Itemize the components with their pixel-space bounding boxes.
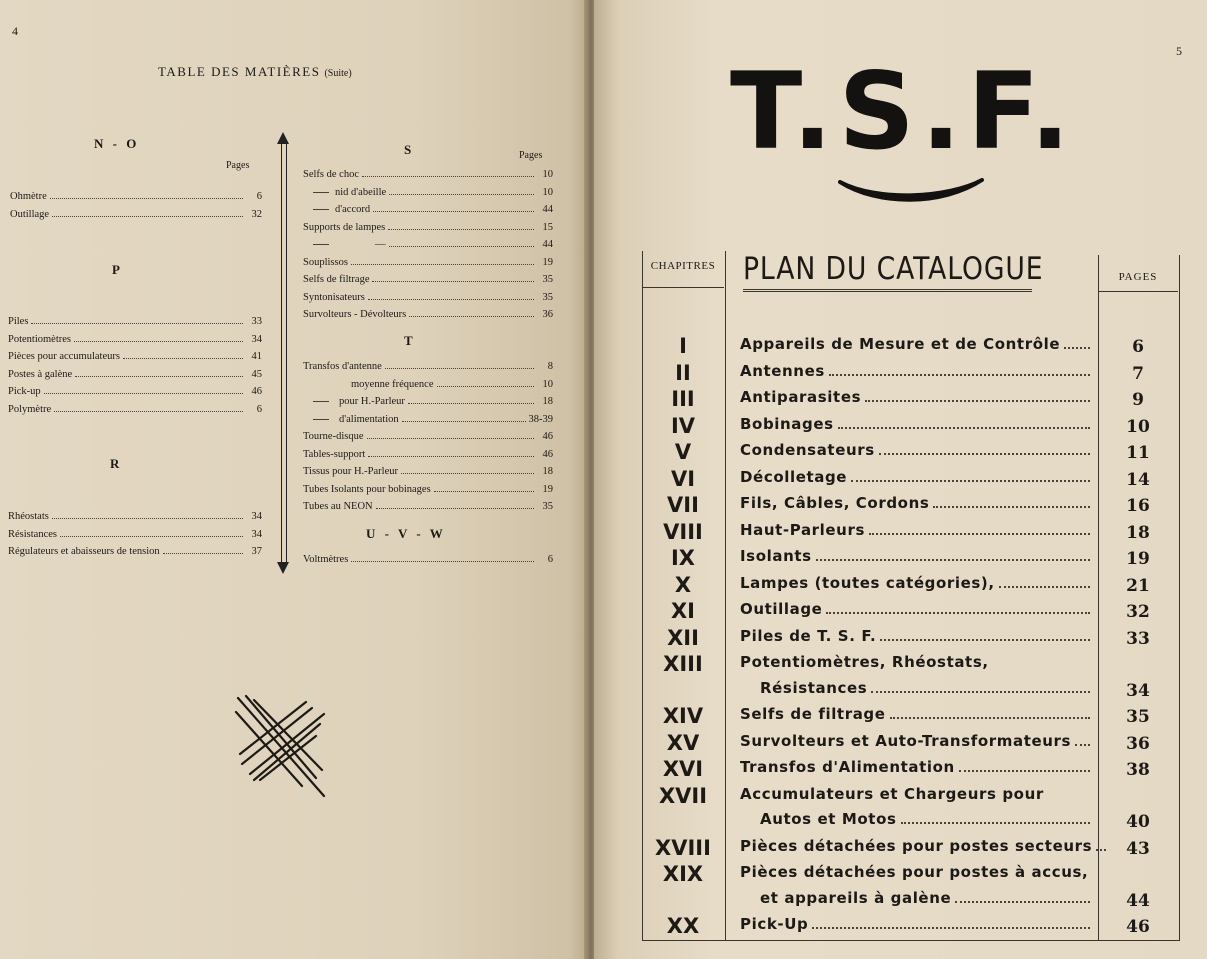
toc-entry: Ohmètre 6: [10, 191, 262, 202]
chapter-page: 14: [1126, 469, 1150, 490]
toc-entry: Tissus pour H.-Parleur 18: [303, 466, 553, 477]
section-heading-t: T: [404, 333, 416, 348]
toc-entry: Pièces pour accumulateurs 41: [8, 351, 262, 362]
chapter-number: XII: [667, 625, 699, 650]
chapter-page: 6: [1132, 337, 1144, 357]
toc-entry: Tubes au NEON 35: [303, 501, 553, 512]
chapter-number: XVII: [658, 783, 708, 808]
chapter-title: Fils, Câbles, Cordons: [740, 491, 1092, 517]
toc-list-t: [303, 358, 553, 516]
toc-entry: Pick-up 46: [8, 386, 262, 397]
left-page: [0, 0, 588, 959]
chapter-page: 18: [1126, 522, 1150, 543]
toc-entry: nid d'abeille 10: [303, 184, 553, 202]
chapter-page: 33: [1126, 628, 1150, 649]
chapter-title: Transfos d'Alimentation: [740, 755, 1092, 781]
chapter-number: XX: [666, 914, 700, 938]
toc-entry: Souplissos 19: [303, 256, 553, 268]
toc-title-suffix: (Suite): [324, 68, 352, 79]
chapter-number: XIV: [662, 704, 704, 728]
toc-entry: Selfs de filtrage 35: [303, 274, 553, 285]
chapter-title: Outillage: [740, 597, 1092, 623]
toc-list-uvw: [303, 551, 553, 569]
toc-title: [158, 64, 352, 80]
chapter-number: II: [675, 360, 691, 385]
arrow-down-icon: [277, 562, 289, 574]
catalogue-plan: [636, 245, 1182, 945]
chapter-number: V: [674, 440, 692, 464]
toc-title-text: TABLE DES MATIÈRES: [158, 64, 321, 79]
chapter-page: 21: [1126, 575, 1150, 596]
chapter-number: X: [674, 572, 692, 597]
chapters-header-rule: [642, 287, 724, 288]
section-heading-uvw: U - V - W: [366, 526, 446, 541]
chapter-title: Pièces détachées pour postes secteurs: [740, 834, 1092, 860]
chapter-number: XVIII: [655, 835, 711, 860]
chapter-page: 32: [1126, 602, 1150, 622]
chapter-page: 43: [1126, 838, 1150, 859]
toc-entry: Potentiomètres 34: [8, 333, 262, 345]
section-heading-no: N - O: [94, 136, 140, 151]
toc-entry: Polymètre 6: [8, 403, 262, 415]
toc-entry: Piles 33: [8, 316, 262, 327]
chapter-page: 46: [1126, 917, 1150, 937]
vertical-divider: [281, 142, 287, 566]
chapter-title: Condensateurs: [740, 438, 1092, 464]
chapter-page: 19: [1126, 549, 1150, 569]
chapter-page: 36: [1126, 733, 1150, 754]
toc-entry: — 44: [303, 236, 553, 254]
chapter-title: Antennes: [740, 359, 1092, 385]
chapter-number: XIX: [662, 862, 704, 886]
toc-entry: pour H.-Parleur 18: [303, 393, 553, 411]
chapter-page: 16: [1126, 496, 1150, 516]
chapter-page: 34: [1126, 680, 1150, 701]
chapter-title: Piles de T. S. F.: [740, 624, 1092, 650]
chapter-page: 11: [1126, 443, 1150, 463]
chapter-page: 35: [1126, 707, 1150, 727]
chapter-number: VI: [670, 466, 696, 491]
toc-entry: Résistances 34: [8, 528, 262, 540]
section-heading-s: S: [404, 142, 415, 157]
toc-entry: Voltmètres 6: [303, 554, 553, 565]
toc-entry: Syntonisateurs 35: [303, 291, 553, 303]
toc-entry: Tubes Isolants pour bobinages 19: [303, 483, 553, 495]
page-number-left: 4: [12, 24, 18, 38]
chapter-page: 38: [1126, 760, 1150, 780]
chapter-number: XV: [666, 730, 700, 755]
toc-entry: Tourne-disque 46: [303, 431, 553, 442]
chapter-page: 40: [1126, 812, 1150, 832]
toc-entry: Outillage 32: [10, 208, 262, 220]
chapter-title: Potentiomètres, Rhéostats, Résistances: [740, 650, 1092, 701]
chapter-page: 10: [1126, 416, 1150, 437]
chapter-title: Bobinages: [740, 412, 1092, 438]
brand-title: T.S.F.: [730, 50, 1077, 173]
chapter-number: VII: [667, 493, 699, 517]
chapter-number: XIII: [663, 652, 703, 676]
toc-list-no: [10, 188, 262, 223]
toc-list-r: [8, 508, 262, 561]
page-number-right: 5: [1176, 44, 1182, 58]
toc-entry: moyenne fréquence 10: [351, 378, 553, 390]
toc-entry: d'accord 44: [303, 201, 553, 219]
chapter-title: Survolteurs et Auto-Transformateurs: [740, 729, 1092, 755]
toc-entry: Transfos d'antenne 8: [303, 361, 553, 372]
toc-entry: Régulateurs et abaisseurs de tension 37: [8, 546, 262, 557]
swoosh-icon: [838, 176, 984, 210]
plan-title: PLAN DU CATALOGUE: [743, 251, 1032, 292]
toc-entry: d'alimentation 38-39: [303, 411, 553, 429]
pages-label-left: Pages: [226, 160, 250, 171]
toc-entry: Rhéostats 34: [8, 511, 262, 522]
chapter-title: Décolletage: [740, 465, 1092, 491]
toc-entry: Tables-support 46: [303, 448, 553, 460]
chapter-title: Pick-Up: [740, 912, 1092, 938]
pages-header-rule: [1098, 291, 1178, 292]
chapter-title: Pièces détachées pour postes à accus, et appareils à galène: [740, 863, 1089, 907]
chapter-title: Antiparasites: [740, 385, 1092, 411]
chapter-page: 9: [1132, 390, 1144, 410]
section-heading-p: P: [112, 262, 123, 277]
chapters-header: CHAPITRES: [650, 260, 716, 272]
chapter-number: IV: [670, 413, 696, 438]
chapter-number: XI: [670, 599, 695, 623]
toc-entry: Supports de lampes 15: [303, 221, 553, 233]
section-heading-r: R: [110, 456, 123, 471]
chapter-title: Haut-Parleurs: [740, 518, 1092, 544]
crosshatch-ornament-icon: [232, 694, 332, 800]
chapter-number: IX: [670, 546, 695, 570]
chapter-title: Selfs de filtrage: [740, 702, 1092, 728]
toc-entry: Postes à galène 45: [8, 368, 262, 380]
chapter-number: III: [671, 387, 695, 411]
chapter-number: XVI: [662, 757, 704, 781]
chapter-title: Accumulateurs et Chargeurs pour Autos et Motos: [740, 782, 1092, 833]
chapter-number: I: [679, 334, 687, 358]
toc-entry: Survolteurs - Dévolteurs 36: [303, 309, 553, 320]
chapter-page: 44: [1126, 890, 1150, 911]
pages-header: PAGES: [1118, 271, 1158, 283]
toc-list-s: [303, 166, 553, 324]
chapter-title: Isolants: [740, 544, 1092, 570]
pages-label-right-column: Pages: [519, 150, 543, 161]
chapter-title: Lampes (toutes catégories),: [740, 571, 1092, 597]
chapter-number: VIII: [663, 519, 703, 544]
chapter-title: Appareils de Mesure et de Contrôle: [740, 332, 1092, 358]
toc-entry: Selfs de choc 10: [303, 169, 553, 180]
chapter-page: 7: [1132, 363, 1144, 384]
toc-list-p: [8, 313, 262, 418]
